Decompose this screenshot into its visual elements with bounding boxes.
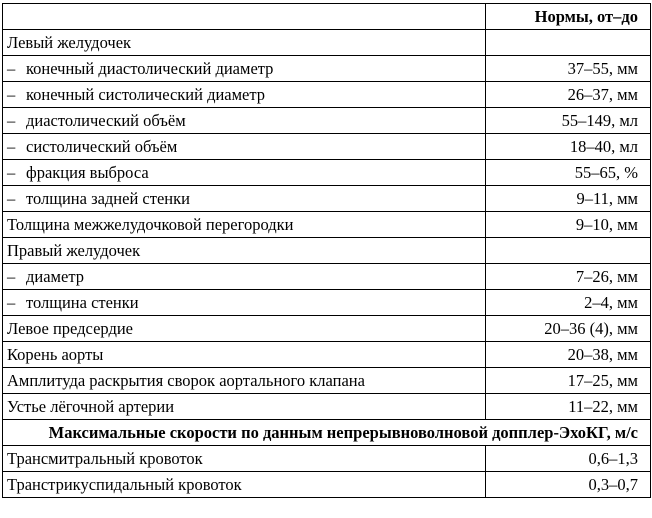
- table-row: [3, 186, 651, 212]
- dash-bullet: –: [7, 85, 16, 104]
- table-row: [3, 290, 651, 316]
- table-row: [3, 264, 651, 290]
- dash-bullet: –: [7, 189, 16, 208]
- section-label: Правый желудочек: [3, 238, 486, 264]
- table-header-row: [3, 4, 651, 30]
- table-row: [3, 368, 651, 394]
- dash-bullet: –: [7, 293, 16, 312]
- parameter-label: [3, 82, 486, 108]
- section-label: Левый желудочек: [3, 30, 486, 56]
- parameter-label: [3, 264, 486, 290]
- dash-bullet: –: [7, 111, 16, 130]
- parameter-label: Транстрикуспидальный кровоток: [3, 472, 486, 498]
- parameter-text: толщина задней стенки: [26, 189, 190, 208]
- velocity-section-heading: Максимальные скорости по данным непрерывноволновой допплер-ЭхоКГ, м/с: [3, 420, 651, 446]
- norm-value: 11–22, мм: [486, 394, 651, 420]
- table-row: [3, 420, 651, 446]
- norm-value: 9–11, мм: [486, 186, 651, 212]
- norm-value: 20–38, мм: [486, 342, 651, 368]
- dash-bullet: –: [7, 163, 16, 182]
- dash-bullet: –: [7, 59, 16, 78]
- parameter-label: [3, 56, 486, 82]
- norm-value: 55–149, мл: [486, 108, 651, 134]
- parameter-text: диаметр: [26, 267, 84, 286]
- table-row: [3, 134, 651, 160]
- norm-value: 17–25, мм: [486, 368, 651, 394]
- parameter-text: толщина стенки: [26, 293, 139, 312]
- parameter-label: Толщина межжелудочковой перегородки: [3, 212, 486, 238]
- table-row: [3, 108, 651, 134]
- table-row: [3, 238, 651, 264]
- table-row: [3, 160, 651, 186]
- parameter-label: [3, 160, 486, 186]
- table-row: [3, 56, 651, 82]
- norm-value: 9–10, мм: [486, 212, 651, 238]
- dash-bullet: –: [7, 137, 16, 156]
- parameter-label: Амплитуда раскрытия сворок аортального клапана: [3, 368, 486, 394]
- table-body: [3, 30, 651, 498]
- norm-value: 7–26, мм: [486, 264, 651, 290]
- norm-value: 55–65, %: [486, 160, 651, 186]
- parameter-label: [3, 186, 486, 212]
- norm-value: 18–40, мл: [486, 134, 651, 160]
- norm-value: 2–4, мм: [486, 290, 651, 316]
- parameter-label: [3, 134, 486, 160]
- table-row: [3, 472, 651, 498]
- header-norms-cell: Нормы, от–до: [486, 4, 651, 30]
- parameter-text: конечный диастолический диаметр: [26, 59, 274, 78]
- table-row: [3, 212, 651, 238]
- parameter-text: конечный систолический диаметр: [26, 85, 266, 104]
- parameter-label: Устье лёгочной артерии: [3, 394, 486, 420]
- parameter-label: Левое предсердие: [3, 316, 486, 342]
- parameter-label: Корень аорты: [3, 342, 486, 368]
- table-row: [3, 446, 651, 472]
- parameter-label: Трансмитральный кровоток: [3, 446, 486, 472]
- table-row: [3, 394, 651, 420]
- table-row: [3, 82, 651, 108]
- norm-value: 20–36 (4), мм: [486, 316, 651, 342]
- norm-value: [486, 238, 651, 264]
- norm-value: [486, 30, 651, 56]
- parameter-text: фракция выброса: [26, 163, 149, 182]
- header-parameter-cell: [3, 4, 486, 30]
- echocardiography-norms-table: [2, 3, 651, 498]
- norm-value: 26–37, мм: [486, 82, 651, 108]
- parameter-label: [3, 290, 486, 316]
- table-row: [3, 30, 651, 56]
- parameter-text: систолический объём: [26, 137, 178, 156]
- norm-value: 0,3–0,7: [486, 472, 651, 498]
- table-row: [3, 342, 651, 368]
- dash-bullet: –: [7, 267, 16, 286]
- table-row: [3, 316, 651, 342]
- norm-value: 0,6–1,3: [486, 446, 651, 472]
- parameter-text: диастолический объём: [26, 111, 186, 130]
- norm-value: 37–55, мм: [486, 56, 651, 82]
- parameter-label: [3, 108, 486, 134]
